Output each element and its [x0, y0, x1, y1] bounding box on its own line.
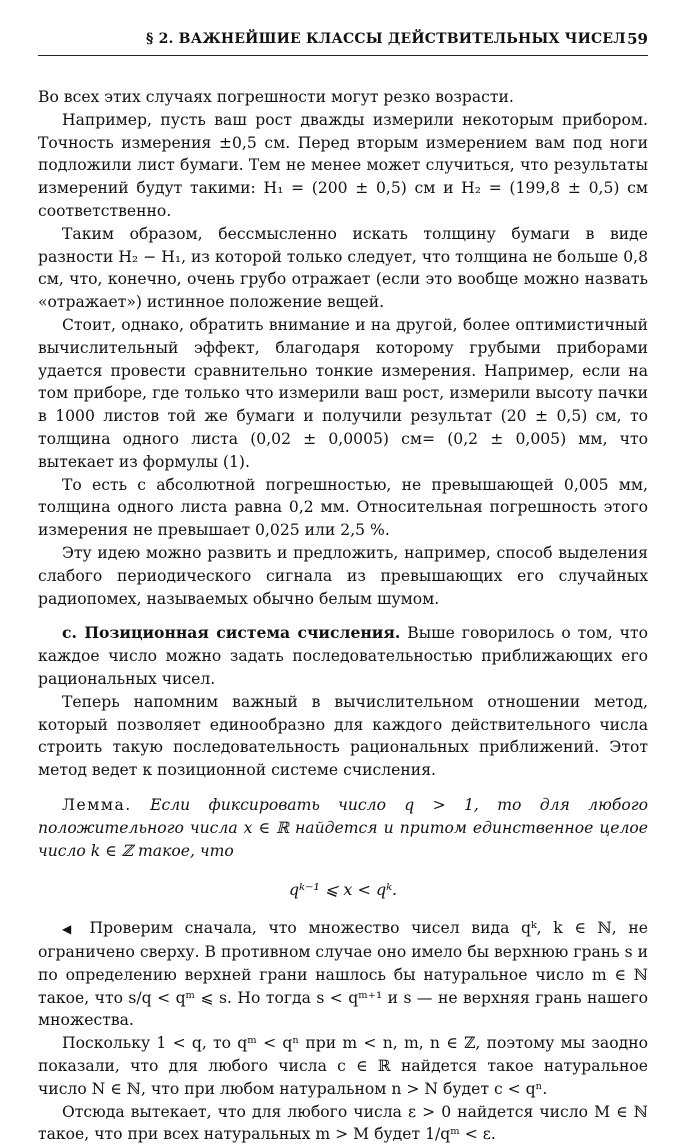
proof-start-icon: ◀	[62, 922, 78, 937]
page-body	[38, 86, 648, 1146]
paragraph: То есть с абсолютной погрешностью, не превышающей 0,005 мм, толщина одного листа равна 0,2 мм. Относительная погрешность этого измерения не превышает 0,025 или 2,5 %.	[38, 475, 648, 540]
display-formula: qᵏ⁻¹ ⩽ x < qᵏ.	[288, 880, 398, 900]
paragraph: Таким образом, бессмысленно искать толщину бумаги в виде разности H₂ − H₁, из которой только следует, что толщина не больше 0,8 см, что, конечно, очень грубо отражает (если это вообще можно назвать «отражает») истинное положение вещей.	[38, 224, 648, 312]
section-title: § 2. ВАЖНЕЙШИЕ КЛАССЫ ДЕЙСТВИТЕЛЬНЫХ ЧИСЕЛ	[146, 30, 626, 47]
lemma-statement	[38, 794, 648, 862]
book-page	[38, 26, 648, 1146]
page-number: 59	[627, 29, 648, 48]
section-heading: с. Позиционная система счисления.	[62, 623, 401, 643]
proof-paragraph	[38, 917, 648, 1032]
paragraph: Стоит, однако, обратить внимание и на другой, более оптимистичный вычислительный эффект, благодаря которому грубыми приборами удается провести сравнительно тонкие измерения. Например, если на том приборе, где только что измерили ваш рост, измерили высоту пачки в 1000 листов той же бумаги и получили результат (20 ± 0,5) см, то толщина одного листа (0,02 ± 0,0005) см= (0,2 ± 0,005) мм, что вытекает из формулы (1).	[38, 315, 648, 471]
paragraph: Во всех этих случаях погрешности могут резко возрасти.	[38, 88, 514, 106]
paragraph: Например, пусть ваш рост дважды измерили некоторым прибором. Точность измерения ±0,5 см. Перед вторым измерением вам под ноги подложили лист бумаги. Тем не менее может случиться, что результаты измерений будут такими: H₁ = (200 ± 0,5) см и H₂ = (199,8 ± 0,5) см соответственно.	[38, 110, 648, 220]
section-text: Выше говорилось о том, что каждое число можно задать последовательностью приближающих его рациональных чисел.	[38, 624, 648, 688]
proof-text: Проверим сначала, что множество чисел вида qᵏ, k ∈ ℕ, не ограничено сверху. В противном случае оно имело бы верхнюю грань s и по определению верхней грани нашлось бы натуральное число m ∈ ℕ такое, что s/q < qᵐ ⩽ s. Но тогда s < qᵐ⁺¹ и s — не верхняя грань нашего множества.	[38, 919, 648, 1030]
paragraph: Эту идею можно развить и предложить, например, способ выделения слабого периодического сигнала из превышающих его случайных радиопомех, называемых обычно белым шумом.	[38, 543, 648, 608]
running-header	[38, 26, 648, 56]
lemma-text: Если фиксировать число q > 1, то для любого положительного числа x ∈ ℝ найдется и притом единственное целое число k ∈ ℤ такое, что	[38, 795, 648, 860]
section-paragraph	[38, 622, 648, 690]
paragraph: Отсюда вытекает, что для любого числа ε > 0 найдется число M ∈ ℕ такое, что при всех натуральных m > M будет 1/qᵐ < ε.	[38, 1102, 648, 1144]
lemma-label: Лемма.	[62, 795, 132, 814]
paragraph: Поскольку 1 < q, то qᵐ < qⁿ при m < n, m, n ∈ ℤ, поэтому мы заодно показали, что для любого числа c ∈ ℝ найдется такое натуральное число N ∈ ℕ, что при любом натуральном n > N будет c < qⁿ.	[38, 1034, 648, 1098]
paragraph: Теперь напомним важный в вычислительном отношении метод, который позволяет единообразно для каждого действительного числа строить такую последовательность рациональных приближений. Этот метод ведет к позиционной системе счисления.	[38, 692, 648, 780]
